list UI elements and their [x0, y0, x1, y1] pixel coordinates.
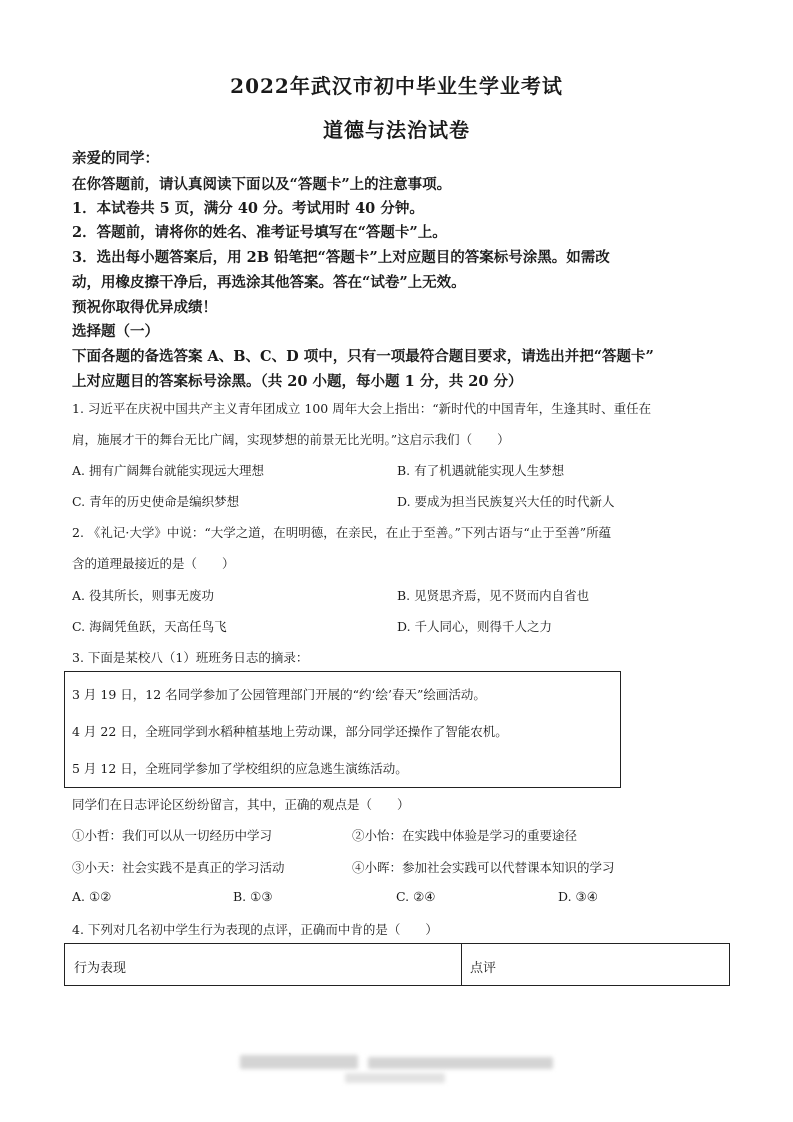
q3-view-4: ④小晖：参加社会实践可以代替课本知识的学习 — [352, 860, 615, 875]
instruction-item-2: 2．答题前，请将你的姓名、准考证号填写在“答题卡”上。 — [72, 224, 447, 241]
q4-table-header-behavior: 行为表现 — [74, 961, 127, 976]
q3-view-2: ②小怡：在实践中体验是学习的重要途径 — [352, 828, 578, 843]
q4-table-divider — [461, 944, 462, 985]
greeting: 亲爱的同学： — [72, 150, 159, 167]
q3-option-a: A. ①② — [72, 889, 112, 904]
q1-stem-line2: 肩，施展才干的舞台无比广阔，实现梦想的前景无比光明。”这启示我们（ ） — [72, 432, 510, 447]
exam-title: 2022年武汉市初中毕业生学业考试 — [230, 74, 563, 98]
q3-log-entry-1: 3 月 19 日，12 名同学参加了公园管理部门开展的“约‘绘’春天”绘画活动。 — [72, 687, 486, 702]
q3-question: 同学们在日志评论区纷纷留言，其中，正确的观点是（ ） — [72, 797, 410, 812]
section-desc-line1: 下面各题的备选答案 A、B、C、D 项中，只有一项最符合题目要求，请选出并把“答题卡” — [72, 348, 654, 365]
q2-option-c: C. 海阔凭鱼跃，天高任鸟飞 — [72, 619, 227, 634]
q3-option-b: B. ①③ — [233, 889, 273, 904]
q3-view-1: ①小哲：我们可以从一切经历中学习 — [72, 828, 273, 843]
q4-table-header-comment: 点评 — [470, 961, 497, 976]
q2-stem-line2: 含的道理最接近的是（ ） — [72, 556, 235, 571]
q1-stem-line1: 1. 习近平在庆祝中国共产主义青年团成立 100 周年大会上指出：“新时代的中国青年，生逢其时、重任在 — [72, 401, 652, 416]
q2-option-a: A. 役其所长，则事无废功 — [72, 588, 214, 603]
q3-stem: 3. 下面是某校八（1）班班务日志的摘录： — [72, 650, 309, 665]
q3-log-entry-2: 4 月 22 日，全班同学到水稻种植基地上劳动课，部分同学还操作了智能农机。 — [72, 724, 508, 739]
q3-option-d: D. ③④ — [558, 889, 598, 904]
instruction-item-1: 1．本试卷共 5 页，满分 40 分。考试用时 40 分钟。 — [72, 200, 424, 217]
section-desc-line2: 上对应题目的答案标号涂黑。（共 20 小题，每小题 1 分，共 20 分） — [72, 373, 523, 390]
q2-option-d: D. 千人同心，则得千人之力 — [397, 619, 553, 634]
q2-stem-line1: 2. 《礼记·大学》中说：“大学之道，在明明德，在亲民，在止于至善。”下列古语与“止于至善”所蕴 — [72, 525, 612, 540]
exam-subtitle: 道德与法治试卷 — [323, 118, 470, 142]
q3-option-c: C. ②④ — [396, 889, 436, 904]
section-heading: 选择题（一） — [72, 323, 159, 340]
instructions-intro: 在你答题前，请认真阅读下面以及“答题卡”上的注意事项。 — [72, 176, 452, 193]
q1-option-a: A. 拥有广阔舞台就能实现远大理想 — [72, 463, 264, 478]
q1-option-c: C. 青年的历史使命是编织梦想 — [72, 494, 240, 509]
instruction-item-3-line1: 3．选出每小题答案后，用 2B 铅笔把“答题卡”上对应题目的答案标号涂黑。如需改 — [72, 249, 610, 266]
q2-option-b: B. 见贤思齐焉，见不贤而内自省也 — [397, 588, 590, 603]
q4-stem: 4. 下列对几名初中学生行为表现的点评，正确而中肯的是（ ） — [72, 922, 438, 937]
q1-option-b: B. 有了机遇就能实现人生梦想 — [397, 463, 565, 478]
q3-view-3: ③小天：社会实践不是真正的学习活动 — [72, 860, 285, 875]
instruction-item-3-line2: 动，用橡皮擦干净后，再选涂其他答案。答在“试卷”上无效。 — [72, 274, 466, 291]
wish-text: 预祝你取得优异成绩！ — [72, 299, 217, 316]
q1-option-d: D. 要成为担当民族复兴大任的时代新人 — [397, 494, 615, 509]
q4-table — [64, 943, 730, 986]
q3-log-entry-3: 5 月 12 日，全班同学参加了学校组织的应急逃生演练活动。 — [72, 761, 408, 776]
